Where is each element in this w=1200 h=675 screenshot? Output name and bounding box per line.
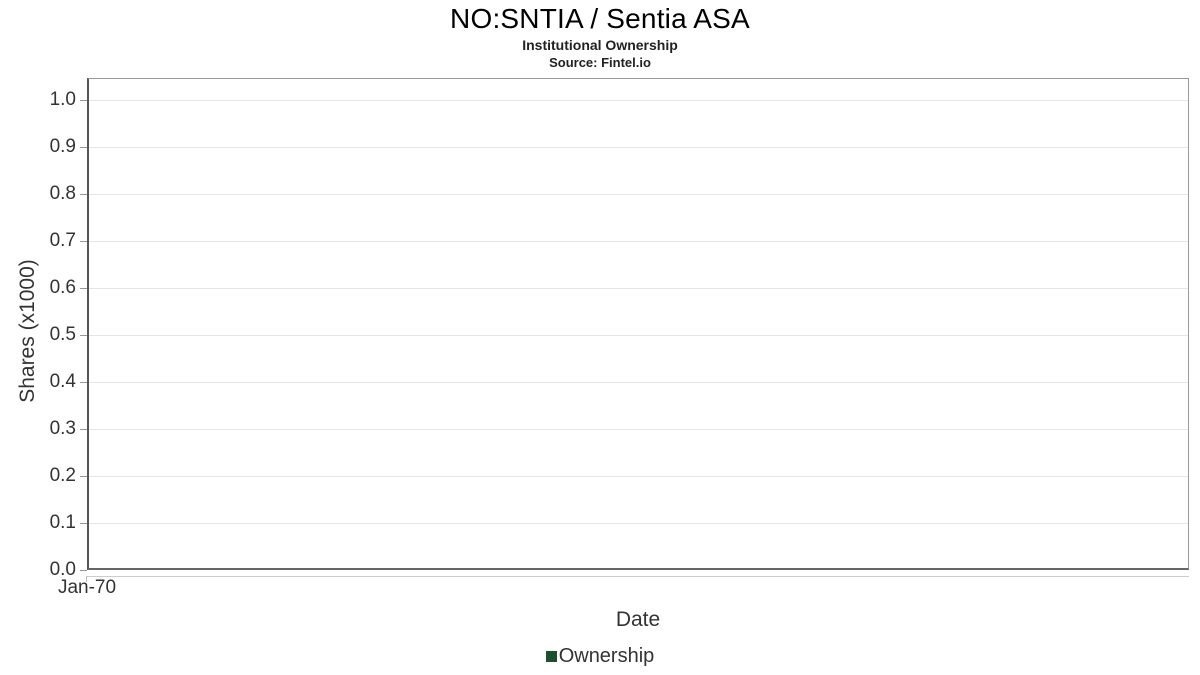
- legend-item-ownership[interactable]: [546, 645, 655, 668]
- y-gridline: [89, 429, 1188, 430]
- y-tick-label: 0.9: [49, 136, 76, 157]
- y-tick-mark: [80, 147, 87, 148]
- y-tick-label: 0.7: [49, 230, 76, 251]
- y-tick-mark: [80, 429, 87, 430]
- chart-header: [0, 2, 1200, 71]
- y-gridline: [89, 147, 1188, 148]
- x-axis-title: Date: [615, 608, 661, 631]
- y-tick-mark: [80, 100, 87, 101]
- y-gridline: [89, 241, 1188, 242]
- y-tick-mark: [80, 194, 87, 195]
- y-tick-mark: [80, 335, 87, 336]
- y-tick-mark: [80, 523, 87, 524]
- y-tick-label: 0.5: [49, 324, 76, 345]
- y-tick-label: 0.1: [49, 512, 76, 533]
- chart-subtitle: Institutional Ownership: [522, 37, 678, 53]
- y-tick-mark: [80, 288, 87, 289]
- y-tick-label: 0.4: [49, 371, 76, 392]
- y-gridline: [89, 288, 1188, 289]
- plot-area: [87, 78, 1189, 570]
- y-tick-label: 0.3: [49, 418, 76, 439]
- legend-label-ownership: Ownership: [558, 645, 655, 667]
- chart-title: NO:SNTIA / Sentia ASA: [450, 3, 750, 34]
- y-gridline: [89, 100, 1188, 101]
- y-tick-mark: [80, 570, 87, 571]
- y-tick-label: 0.6: [49, 277, 76, 298]
- y-tick-label: 1.0: [49, 89, 76, 110]
- y-axis-title: Shares (x1000): [16, 259, 39, 403]
- y-gridline: [89, 194, 1188, 195]
- y-gridline: [89, 382, 1188, 383]
- y-tick-label: 0.2: [49, 465, 76, 486]
- y-tick-label: 0.0: [49, 559, 76, 580]
- y-gridline: [89, 335, 1188, 336]
- y-gridline: [89, 523, 1188, 524]
- y-tick-mark: [80, 241, 87, 242]
- x-tick-label: Jan-70: [57, 577, 117, 598]
- y-gridline: [89, 476, 1188, 477]
- legend-marker-ownership: [546, 651, 557, 662]
- y-tick-mark: [80, 476, 87, 477]
- chart-source: Source: Fintel.io: [549, 55, 651, 70]
- y-tick-label: 0.8: [49, 183, 76, 204]
- y-tick-mark: [80, 382, 87, 383]
- x-axis-line: [87, 576, 1189, 577]
- legend: [0, 645, 1200, 668]
